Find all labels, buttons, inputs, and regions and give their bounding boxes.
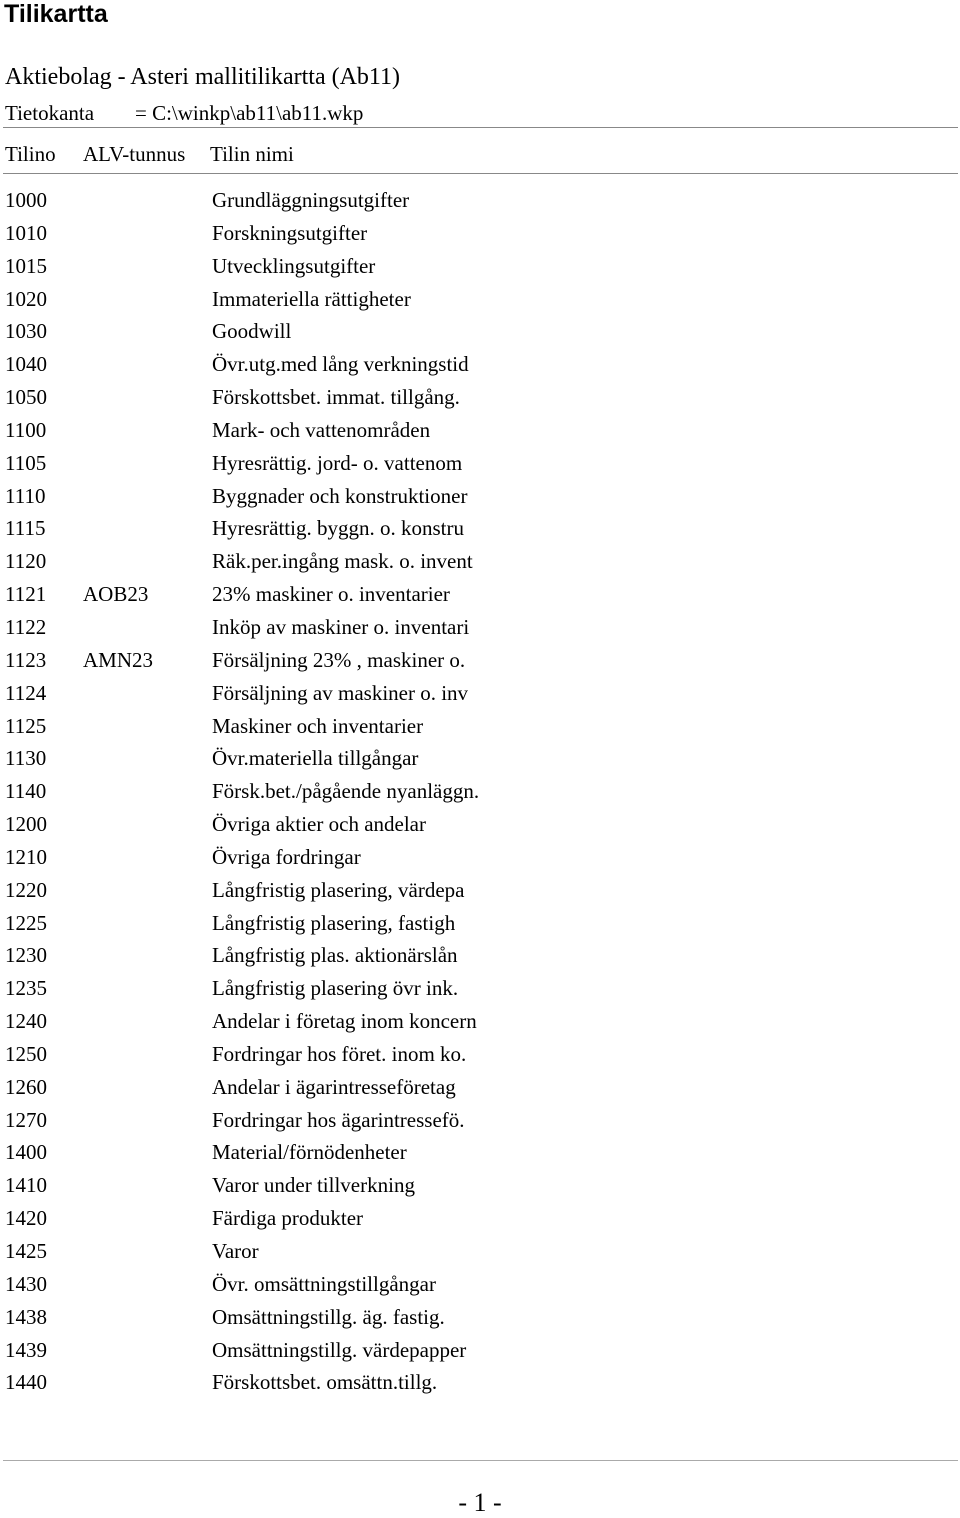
account-number: 1439 [5,1337,47,1362]
account-number: 1115 [5,516,46,541]
account-name: Hyresrättig. byggn. o. konstru [212,516,464,541]
account-name: Omsättningstillg. äg. fastig. [212,1304,445,1329]
account-name: Övr. omsättningstillgångar [212,1271,436,1296]
account-name: Grundläggningsutgifter [212,188,410,212]
table-row [0,449,960,482]
account-name: Byggnader och konstruktioner [212,483,468,508]
table-row [0,646,960,679]
table-row [0,252,960,285]
account-name: Varor [212,1239,259,1263]
account-name: Inköp av maskiner o. inventari [212,614,470,639]
table-row [0,416,960,449]
table-row [0,580,960,613]
account-name: Forskningsutgifter [212,220,368,245]
table-row [0,1336,960,1369]
account-number: 1040 [5,352,47,377]
account-number: 1425 [5,1239,47,1263]
table-row [0,876,960,909]
account-number: 1420 [5,1206,47,1231]
account-name: Maskiner och inventarier [212,713,424,738]
account-number: 1225 [5,910,47,935]
footer-rule [3,1460,958,1461]
header-rule-bottom [3,173,958,174]
account-number: 1050 [5,385,47,410]
account-name: Omsättningstillg. värdepapper [212,1337,467,1362]
account-name: Fordringar hos ägarintressefö. [212,1107,465,1132]
table-row [0,1106,960,1139]
account-name: Räk.per.ingång mask. o. invent [212,549,473,574]
account-number: 1030 [5,319,47,344]
table-row [0,909,960,942]
table-row [0,1171,960,1204]
table-row [0,514,960,547]
account-name: Fordringar hos föret. inom ko. [212,1041,467,1066]
column-header-vat-code: ALV-tunnus [83,142,186,166]
table-row [0,1237,960,1270]
table-row [0,1204,960,1237]
account-name: Förskottsbet. immat. tillgång. [212,385,460,410]
account-number: 1440 [5,1370,47,1395]
account-number: 1140 [5,779,47,804]
table-row [0,383,960,416]
company-name: Aktiebolag - Asteri mallitilikartta (Ab11) [5,64,401,90]
table-row [0,843,960,876]
account-name: Goodwill [212,319,292,344]
account-number: 1121 [5,582,47,607]
account-number: 1010 [5,220,47,245]
account-number: 1270 [5,1107,47,1132]
account-number: 1020 [5,286,47,311]
table-row [0,974,960,1007]
account-name: Förskottsbet. omsättn.tillg. [212,1370,438,1395]
column-header-account-name: Tilin nimi [210,142,294,166]
account-table [0,186,960,1401]
table-row [0,810,960,843]
table-row [0,1073,960,1106]
account-number: 1220 [5,877,47,902]
account-number: 1260 [5,1074,47,1099]
account-name: Försäljning av maskiner o. inv [212,680,469,705]
table-row [0,744,960,777]
table-row [0,941,960,974]
account-number: 1124 [5,680,47,705]
table-row [0,317,960,350]
table-row [0,1040,960,1073]
account-number: 1430 [5,1271,47,1296]
table-row [0,285,960,318]
account-name: Varor under tillverkning [212,1173,415,1198]
table-row [0,1138,960,1171]
account-name: Övriga fordringar [212,844,361,869]
table-row [0,219,960,252]
account-number: 1210 [5,844,47,869]
account-name: Andelar i företag inom koncern [212,1009,477,1034]
database-label: Tietokanta [5,101,95,125]
account-number: 1235 [5,976,47,1001]
account-number: 1110 [5,483,46,508]
account-name: Långfristig plasering övr ink. [212,976,459,1001]
account-number: 1400 [5,1140,47,1165]
table-row [0,350,960,383]
account-number: 1123 [5,647,47,672]
vat-code: AMN23 [83,647,154,672]
account-name: 23% maskiner o. inventarier [212,582,450,607]
account-name: Försk.bet./pågående nyanläggn. [212,779,480,804]
table-row [0,186,960,219]
table-row [0,482,960,515]
account-number: 1230 [5,943,47,968]
table-row [0,1270,960,1303]
account-name: Långfristig plasering, fastigh [212,910,456,935]
account-number: 1000 [5,188,47,212]
account-name: Långfristig plas. aktionärslån [212,943,458,968]
account-name: Övriga aktier och andelar [212,812,426,837]
account-number: 1125 [5,713,47,738]
account-name: Övr.utg.med lång verkningstid [212,352,469,377]
header-rule-top [3,127,958,128]
account-name: Mark- och vattenområden [212,417,431,442]
account-name: Hyresrättig. jord- o. vattenom [212,450,463,475]
account-name: Övr.materiella tillgångar [212,746,419,771]
account-number: 1410 [5,1173,47,1198]
table-row [0,679,960,712]
account-number: 1438 [5,1304,47,1329]
account-number: 1130 [5,746,47,771]
vat-code: AOB23 [83,582,149,607]
table-row [0,712,960,745]
table-row [0,1007,960,1040]
account-name: Andelar i ägarintresseföretag [212,1074,456,1099]
page-number: - 1 - [458,1488,502,1517]
account-number: 1105 [5,450,47,475]
account-number: 1250 [5,1041,47,1066]
account-name: Långfristig plasering, värdepa [212,877,465,902]
table-row [0,777,960,810]
account-number: 1122 [5,614,47,639]
account-name: Färdiga produkter [212,1206,364,1231]
account-number: 1200 [5,812,47,837]
database-path: = C:\winkp\ab11\ab11.wkp [135,101,364,125]
account-name: Försäljning 23% , maskiner o. [212,647,466,672]
account-name: Material/förnödenheter [212,1140,407,1165]
table-row [0,1368,960,1401]
account-number: 1120 [5,549,47,574]
account-number: 1100 [5,417,47,442]
table-row [0,613,960,646]
account-name: Immateriella rättigheter [212,286,411,311]
account-number: 1240 [5,1009,47,1034]
column-header-account-number: Tilino [5,142,56,166]
table-row [0,1303,960,1336]
account-name: Utvecklingsutgifter [212,253,376,278]
account-number: 1015 [5,253,47,278]
page-title: Tilikartta [4,0,108,28]
table-row [0,547,960,580]
